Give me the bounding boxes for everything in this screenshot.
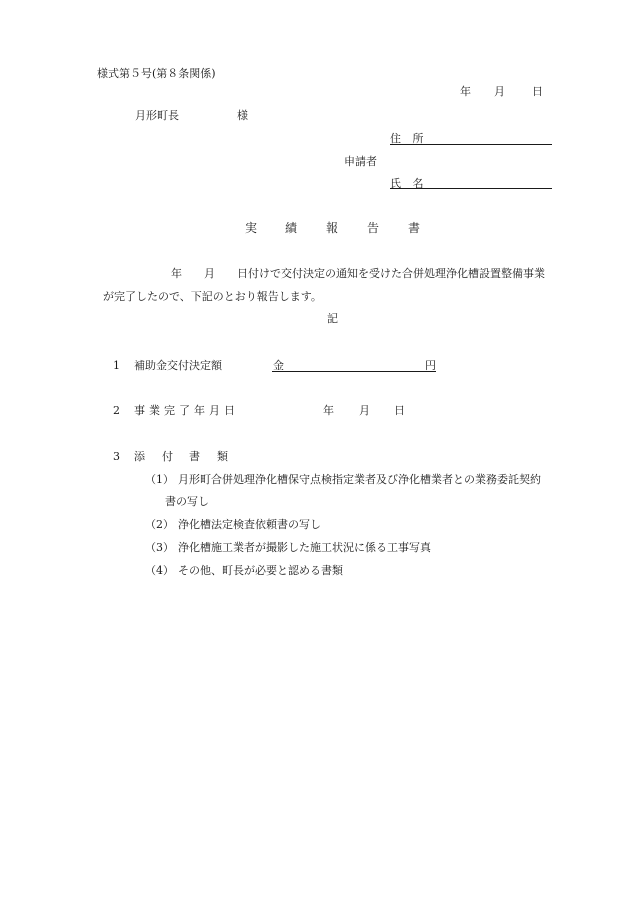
ki-label: 記	[327, 312, 338, 325]
attachment-4-text: その他、町長が必要と認める書類	[178, 564, 343, 577]
honorific: 様	[237, 109, 248, 122]
amount-prefix: 金	[273, 359, 284, 372]
address-underline	[390, 144, 552, 145]
form-number: 様式第５号(第８条関係)	[97, 67, 216, 80]
completion-year-label: 年	[323, 404, 334, 417]
item-3-label-char: 類	[217, 450, 228, 463]
amount-unit: 円	[425, 359, 436, 372]
document-title-char: 報	[326, 221, 339, 235]
name-underline	[390, 188, 552, 189]
attachment-1-text: 月形町合併処理浄化槽保守点検指定業者及び浄化槽業者との業務委託契約	[178, 473, 541, 486]
address-label: 住 所	[390, 132, 424, 145]
addressee: 月形町長	[135, 109, 179, 122]
document-title-char: 実	[245, 221, 258, 235]
completion-month-label: 月	[359, 404, 370, 417]
item-1-label: 補助金交付決定額	[134, 359, 222, 372]
date-month-label: 月	[494, 85, 505, 98]
body-year-label: 年	[171, 267, 182, 280]
item-2-number: 2	[113, 404, 120, 417]
item-3-label-char: 書	[189, 450, 200, 463]
document-title-char: 告	[367, 221, 380, 235]
document-title-char: 績	[285, 221, 298, 235]
name-label: 氏 名	[390, 177, 424, 190]
item-3-number: 3	[113, 450, 120, 463]
body-line-1: 日付けで交付決定の通知を受けた合併処理浄化槽設置整備事業	[237, 267, 545, 280]
attachment-2-text: 浄化槽法定検査依頼書の写し	[178, 518, 321, 531]
item-2-label: 事業完了年月日	[134, 404, 239, 417]
attachment-2-number: （2）	[145, 518, 174, 531]
body-line-2: が完了したので、下記のとおり報告します。	[103, 290, 322, 303]
item-3-label-char: 付	[162, 450, 173, 463]
applicant-label: 申請者	[344, 155, 377, 168]
date-day-label: 日	[532, 85, 543, 98]
attachment-1-number: （1）	[145, 473, 174, 486]
item-1-number: 1	[113, 359, 120, 372]
attachment-1-continuation: 書の写し	[165, 495, 209, 508]
attachment-3-text: 浄化槽施工業者が撮影した施工状況に係る工事写真	[178, 541, 431, 554]
item-3-label-char: 添	[134, 450, 145, 463]
body-month-label: 月	[204, 267, 215, 280]
attachment-4-number: （4）	[145, 564, 174, 577]
amount-underline	[272, 371, 436, 372]
date-year-label: 年	[460, 85, 471, 98]
completion-day-label: 日	[394, 404, 405, 417]
attachment-3-number: （3）	[145, 541, 174, 554]
document-title-char: 書	[408, 221, 421, 235]
